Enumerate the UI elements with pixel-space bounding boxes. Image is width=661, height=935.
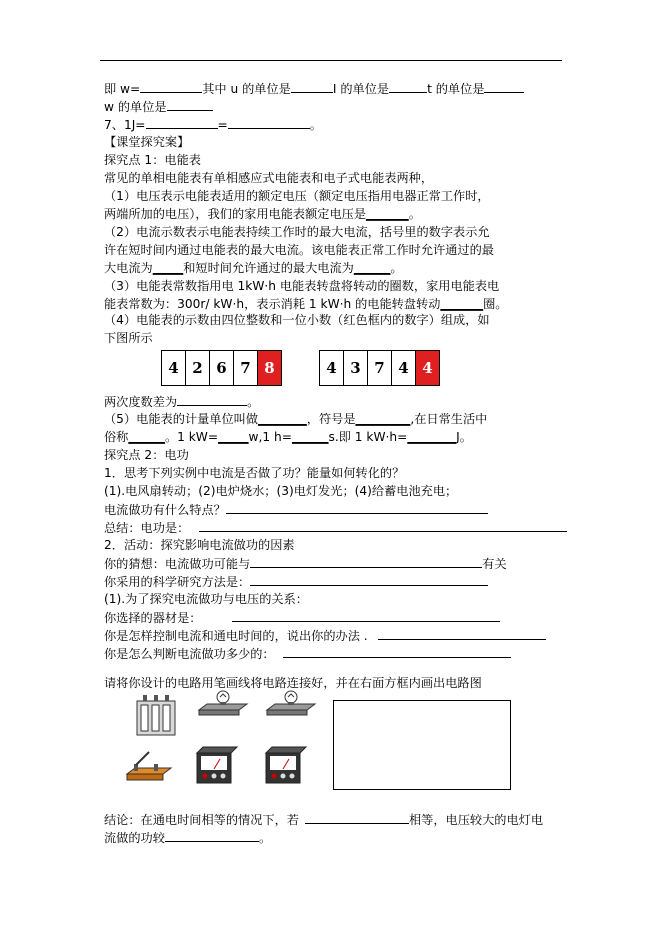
text: 和短时间允许通过的最大电流为 bbox=[183, 261, 354, 275]
blank[interactable] bbox=[484, 80, 524, 93]
meter-digit: 4 bbox=[320, 351, 344, 385]
light-bulb-holder-icon bbox=[265, 690, 317, 720]
blank[interactable]: ________ bbox=[258, 412, 307, 426]
line-w-unit bbox=[104, 98, 213, 115]
text: 。 bbox=[247, 395, 260, 409]
q5-line1 bbox=[104, 411, 487, 427]
text: 相等，电压较大的电灯电 bbox=[409, 813, 544, 827]
text: 你是怎么判断电流做功多少的： bbox=[104, 647, 275, 661]
blank[interactable]: ________ bbox=[407, 430, 457, 444]
meter-digit: 4 bbox=[162, 351, 186, 385]
s2-title: 2．活动：探究影响电流做功的因素 bbox=[104, 538, 295, 552]
text: ，符号是 bbox=[306, 412, 356, 426]
text: 电流做功有什么特点？ bbox=[104, 503, 226, 517]
text: 。 bbox=[258, 831, 272, 845]
reading-difference bbox=[104, 393, 259, 410]
blank[interactable]: ______ bbox=[291, 430, 329, 444]
text: 能表常数为：300r/ kW·h，表示消耗 1 kW·h 的电能转盘转动 bbox=[104, 297, 441, 311]
q3-line2 bbox=[104, 296, 507, 312]
meter-digit: 4 bbox=[392, 351, 416, 385]
text: （5）电能表的计量单位叫做 bbox=[104, 412, 259, 426]
meter-reading-2 bbox=[319, 350, 440, 386]
text: 结论：在通电时间相等的情况下，若 bbox=[104, 813, 299, 827]
blank[interactable] bbox=[291, 80, 333, 93]
meter-decimal-digit: 8 bbox=[258, 351, 281, 385]
blank[interactable] bbox=[305, 811, 409, 824]
text: ,在日常生活中 bbox=[410, 412, 488, 426]
point1-intro: 常见的单相电能表有单相感应式电能表和电子式电能表两种， bbox=[104, 171, 434, 185]
blank[interactable]: _______ bbox=[366, 207, 409, 221]
text: 总结：电功是： bbox=[104, 521, 190, 535]
text: 两端所加的电压），我们的家用电能表额定电压是 bbox=[104, 207, 367, 221]
meter-digit: 2 bbox=[186, 351, 210, 385]
blank[interactable]: _______ bbox=[440, 297, 484, 311]
voltmeter-icon bbox=[264, 745, 308, 785]
s1-question bbox=[104, 501, 488, 518]
s2-part1: (1).为了探究电流做功与电压的关系： bbox=[104, 592, 308, 606]
point1-title: 探究点 1：电能表 bbox=[104, 153, 201, 167]
s1-summary bbox=[104, 519, 567, 536]
text: 你是怎样控制电流和通电时间的，说出你的办法 . bbox=[104, 629, 368, 643]
ammeter-icon bbox=[195, 745, 239, 785]
blank[interactable] bbox=[177, 393, 247, 406]
text: 流做的功较 bbox=[104, 831, 165, 845]
text: 。 bbox=[390, 261, 403, 275]
blank[interactable]: _____ bbox=[218, 430, 249, 444]
conclusion-line1 bbox=[104, 811, 543, 828]
blank[interactable] bbox=[232, 609, 500, 622]
text: J。 bbox=[456, 430, 472, 444]
line-formula-units bbox=[104, 80, 524, 97]
blank[interactable] bbox=[140, 80, 202, 93]
s2-judge bbox=[104, 645, 511, 662]
text: 其中 u 的单位是 bbox=[202, 82, 291, 96]
q3-line1: （3）电能表常数指用电 1kW·h 电能表转盘将转动的圈数，家用电能表电 bbox=[104, 279, 500, 293]
q2-line1: （2）电流示数表示电能表持续工作时的最大电流，括号里的数字表示允 bbox=[104, 225, 490, 239]
blank[interactable] bbox=[250, 573, 488, 586]
text: 即 w= bbox=[104, 82, 141, 96]
text: 你的猜想：电流做功可能与 bbox=[104, 557, 251, 571]
blank[interactable] bbox=[199, 519, 567, 532]
meter-reading-1 bbox=[161, 350, 282, 386]
s2-circuit-instruction: 请将你设计的电路用笔画线将电路连接好，并在右面方框内画出电路图 bbox=[104, 676, 482, 690]
blank[interactable] bbox=[283, 645, 511, 658]
section-title: 【课堂探究案】 bbox=[104, 135, 190, 149]
blank[interactable] bbox=[165, 829, 259, 842]
line-joule bbox=[104, 116, 322, 133]
blank[interactable] bbox=[250, 555, 482, 568]
meter-digit: 6 bbox=[210, 351, 234, 385]
s2-method bbox=[104, 573, 488, 590]
s2-guess bbox=[104, 555, 507, 572]
text: w 的单位是 bbox=[104, 100, 167, 114]
text: t 的单位是 bbox=[427, 82, 485, 96]
text: 大电流为 bbox=[104, 261, 153, 275]
q1-line1: （1）电压表示电能表适用的额定电压（额定电压指用电器正常工作时， bbox=[104, 189, 490, 203]
conclusion-line2 bbox=[104, 829, 271, 846]
battery-pack-icon bbox=[135, 693, 179, 739]
text: 你选择的器材是： bbox=[104, 611, 202, 625]
blank[interactable] bbox=[226, 501, 488, 514]
q4-line2: 下图所示 bbox=[104, 331, 153, 345]
s2-control bbox=[104, 627, 546, 644]
s1-title: 1．思考下列实例中电流是否做了功？能量如何转化的？ bbox=[104, 466, 405, 480]
text: 两次度数差为 bbox=[104, 395, 178, 409]
blank[interactable]: ______ bbox=[353, 261, 391, 275]
light-bulb-holder-icon bbox=[197, 690, 249, 720]
text: s.即 1 kW·h= bbox=[328, 430, 408, 444]
text: 。 bbox=[408, 207, 421, 221]
text: 圈。 bbox=[483, 297, 508, 311]
q4-line1: （4）电能表的示数由四位整数和一位小数（红色框内的数字）组成，如 bbox=[104, 313, 490, 327]
point2-title: 探究点 2：电功 bbox=[104, 448, 189, 462]
knife-switch-icon bbox=[125, 750, 173, 784]
meter-decimal-digit: 4 bbox=[416, 351, 439, 385]
blank[interactable]: _____ bbox=[152, 261, 184, 275]
q5-line2 bbox=[104, 429, 472, 445]
meter-digit: 7 bbox=[234, 351, 258, 385]
blank[interactable] bbox=[378, 627, 546, 640]
text: = bbox=[217, 118, 228, 132]
blank[interactable] bbox=[146, 116, 218, 129]
text: 。1 kW= bbox=[164, 430, 219, 444]
blank[interactable]: ______ bbox=[128, 430, 165, 444]
blank[interactable] bbox=[167, 98, 213, 111]
meter-digit: 7 bbox=[368, 351, 392, 385]
text: w,1 h= bbox=[248, 430, 292, 444]
text: 有关 bbox=[482, 557, 507, 571]
q2-line2: 许在短时间内通过电能表的最大电流。该电能表正常工作时允许通过的最 bbox=[104, 243, 494, 257]
circuit-diagram-box[interactable] bbox=[333, 700, 511, 790]
s1-items: (1).电风扇转动；(2)电炉烧水；(3)电灯发光；(4)给蓄电池充电； bbox=[104, 484, 458, 498]
blank[interactable]: _________ bbox=[355, 412, 411, 426]
blank[interactable] bbox=[228, 116, 310, 129]
text: 俗称 bbox=[104, 430, 129, 444]
text: 。 bbox=[309, 118, 322, 132]
s2-equipment bbox=[104, 609, 500, 626]
blank[interactable] bbox=[389, 80, 427, 93]
q1-line2 bbox=[104, 206, 421, 222]
meter-digit: 3 bbox=[344, 351, 368, 385]
text: 你采用的科学研究方法是： bbox=[104, 575, 251, 589]
q2-line3 bbox=[104, 260, 403, 276]
text: I 的单位是 bbox=[332, 82, 390, 96]
text: 7、1J= bbox=[104, 118, 146, 132]
header-rule bbox=[100, 60, 562, 61]
